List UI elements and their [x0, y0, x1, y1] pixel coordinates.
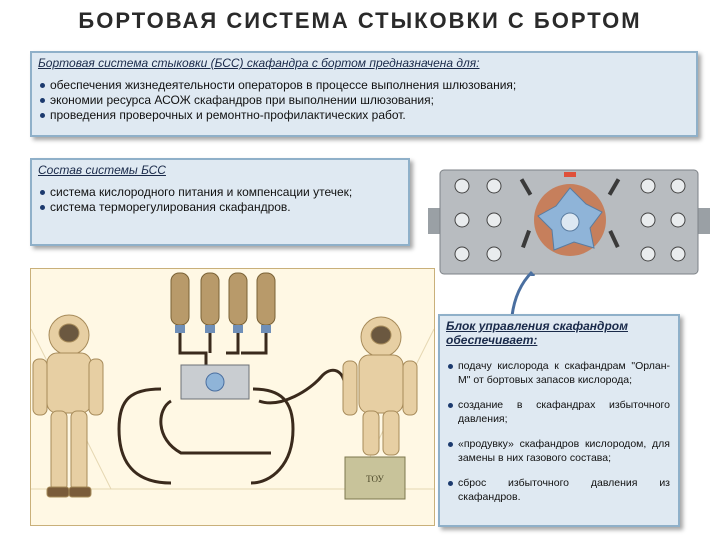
connector-icon	[641, 213, 655, 227]
control-unit-item: подачу кислорода к скафандрам "Орлан-М" от бортовых запасов кислорода;	[448, 359, 670, 387]
indicator-icon	[564, 172, 576, 177]
composition-item: система терморегулирования скафандров.	[40, 200, 400, 215]
page-title: БОРТОВАЯ СИСТЕМА СТЫКОВКИ С БОРТОМ	[78, 8, 642, 33]
purpose-list	[32, 78, 696, 123]
purpose-item: экономии ресурса АСОЖ скафандров при выполнении шлюзования;	[40, 93, 688, 108]
valve-icon	[261, 325, 271, 333]
control-unit-heading: Блок управления скафандром обеспечивает:	[446, 319, 628, 347]
composition-list	[32, 185, 408, 215]
spacesuit-scene	[30, 268, 435, 526]
composition-heading: Состав системы БСС	[38, 163, 166, 177]
connector-icon	[487, 179, 501, 193]
valve-icon	[233, 325, 243, 333]
control-knob-icon	[206, 373, 224, 391]
connector-icon	[455, 247, 469, 261]
connector-icon	[455, 179, 469, 193]
valve-icon	[205, 325, 215, 333]
equipment-box-label: ТОУ	[366, 474, 384, 484]
connector-icon	[487, 247, 501, 261]
hose-icon	[480, 270, 540, 320]
purpose-item: проведения проверочных и ремонтно-профилактических работ.	[40, 108, 688, 123]
control-unit-item: создание в скафандрах избыточного давления;	[448, 398, 670, 426]
control-unit-item: сброс избыточного давления из скафандров.	[448, 476, 670, 504]
connector-icon	[641, 247, 655, 261]
oxygen-tank-icon	[229, 273, 247, 325]
control-unit-panel	[438, 314, 680, 527]
connector-icon	[487, 213, 501, 227]
control-unit-item: «продувку» скафандров кислородом, для замены в них газового состава;	[448, 437, 670, 465]
scene-drawing	[31, 269, 434, 525]
composition-panel	[30, 158, 410, 246]
oxygen-tank-icon	[171, 273, 189, 325]
connector-icon	[455, 213, 469, 227]
control-unit-illustration	[424, 168, 712, 276]
connector-icon	[671, 247, 685, 261]
control-unit-list	[440, 359, 678, 504]
purpose-heading: Бортовая система стыковки (БСС) скафандра с бортом предназначена для:	[38, 56, 480, 70]
composition-item: система кислородного питания и компенсации утечек;	[40, 185, 400, 200]
knob-center-icon	[561, 213, 579, 231]
connector-icon	[671, 213, 685, 227]
connector-icon	[641, 179, 655, 193]
connector-icon	[671, 179, 685, 193]
purpose-panel	[30, 51, 698, 137]
purpose-item: обеспечения жизнедеятельности операторов в процессе выполнения шлюзования;	[40, 78, 688, 93]
valve-icon	[175, 325, 185, 333]
oxygen-tank-icon	[201, 273, 219, 325]
oxygen-tank-icon	[257, 273, 275, 325]
